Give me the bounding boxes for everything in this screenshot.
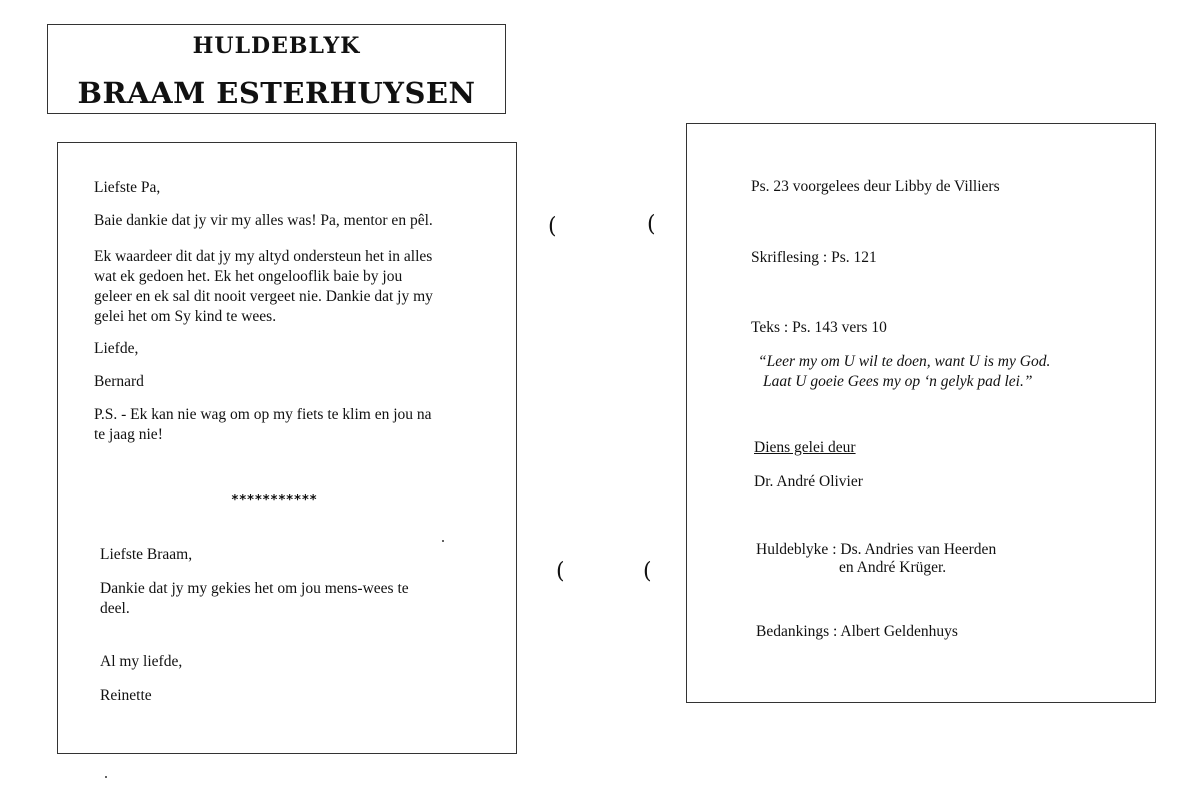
tribute-heading: HULDEBLYK <box>192 33 361 59</box>
binder-hole-mark: ( <box>556 559 565 584</box>
service-led-by-name: Dr. André Olivier <box>754 473 863 490</box>
letter1-signature: Bernard <box>94 373 144 390</box>
letter1-closing: Liefde, <box>94 340 139 357</box>
letter1-paragraph2-line2: wat ek gedoen het. Ek het ongelooflik baie by jou <box>94 268 403 285</box>
letter1-paragraph1: Baie dankie dat jy vir my alles was! Pa, mentor en pêl. <box>94 212 433 229</box>
letter1-paragraph2-line4: gelei het om Sy kind te wees. <box>94 308 277 325</box>
quote-line1: “Leer my om U wil te doen, want U is my God. <box>758 353 1051 370</box>
letter1-paragraph2-line3: geleer en ek sal dit nooit vergeet nie. Dankie dat jy my <box>94 288 433 305</box>
scripture-reading: Skriflesing : Ps. 121 <box>751 249 877 266</box>
text-reference: Teks : Ps. 143 vers 10 <box>751 319 887 336</box>
binder-hole-mark: ( <box>548 214 557 239</box>
tributes-line1: Huldeblyke : Ds. Andries van Heerden <box>756 541 997 558</box>
binder-hole-mark: ( <box>643 559 652 584</box>
left-page <box>57 142 517 754</box>
letter1-ps-line2: te jaag nie! <box>94 426 163 443</box>
letter1-ps-line1: P.S. - Ek kan nie wag om op my fiets te klim en jou na <box>94 406 432 423</box>
letter2-closing: Al my liefde, <box>100 653 183 670</box>
title-box <box>47 24 506 114</box>
separator-stars: *********** <box>231 493 318 508</box>
scan-speck <box>105 776 107 778</box>
letter2-paragraph-line1: Dankie dat jy my gekies het om jou mens-wees te <box>100 580 409 597</box>
binder-hole-mark: ( <box>647 212 656 237</box>
letter1-salutation: Liefste Pa, <box>94 179 161 196</box>
thanks-line: Bedankings : Albert Geldenhuys <box>756 623 958 640</box>
letter2-signature: Reinette <box>100 687 152 704</box>
psalm-reading: Ps. 23 voorgelees deur Libby de Villiers <box>751 178 1000 195</box>
deceased-name: BRAAM ESTERHUYSEN <box>77 76 476 110</box>
service-led-by-label: Diens gelei deur <box>754 439 856 456</box>
letter1-paragraph2-line1: Ek waardeer dit dat jy my altyd ondersteun het in alles <box>94 248 433 265</box>
tributes-line2: en André Krüger. <box>839 559 947 576</box>
scan-speck <box>442 540 444 542</box>
quote-line2: Laat U goeie Gees my op ‘n gelyk pad lei.” <box>763 373 1033 390</box>
right-page <box>686 123 1156 703</box>
letter2-paragraph-line2: deel. <box>100 600 130 617</box>
letter2-salutation: Liefste Braam, <box>100 546 193 563</box>
